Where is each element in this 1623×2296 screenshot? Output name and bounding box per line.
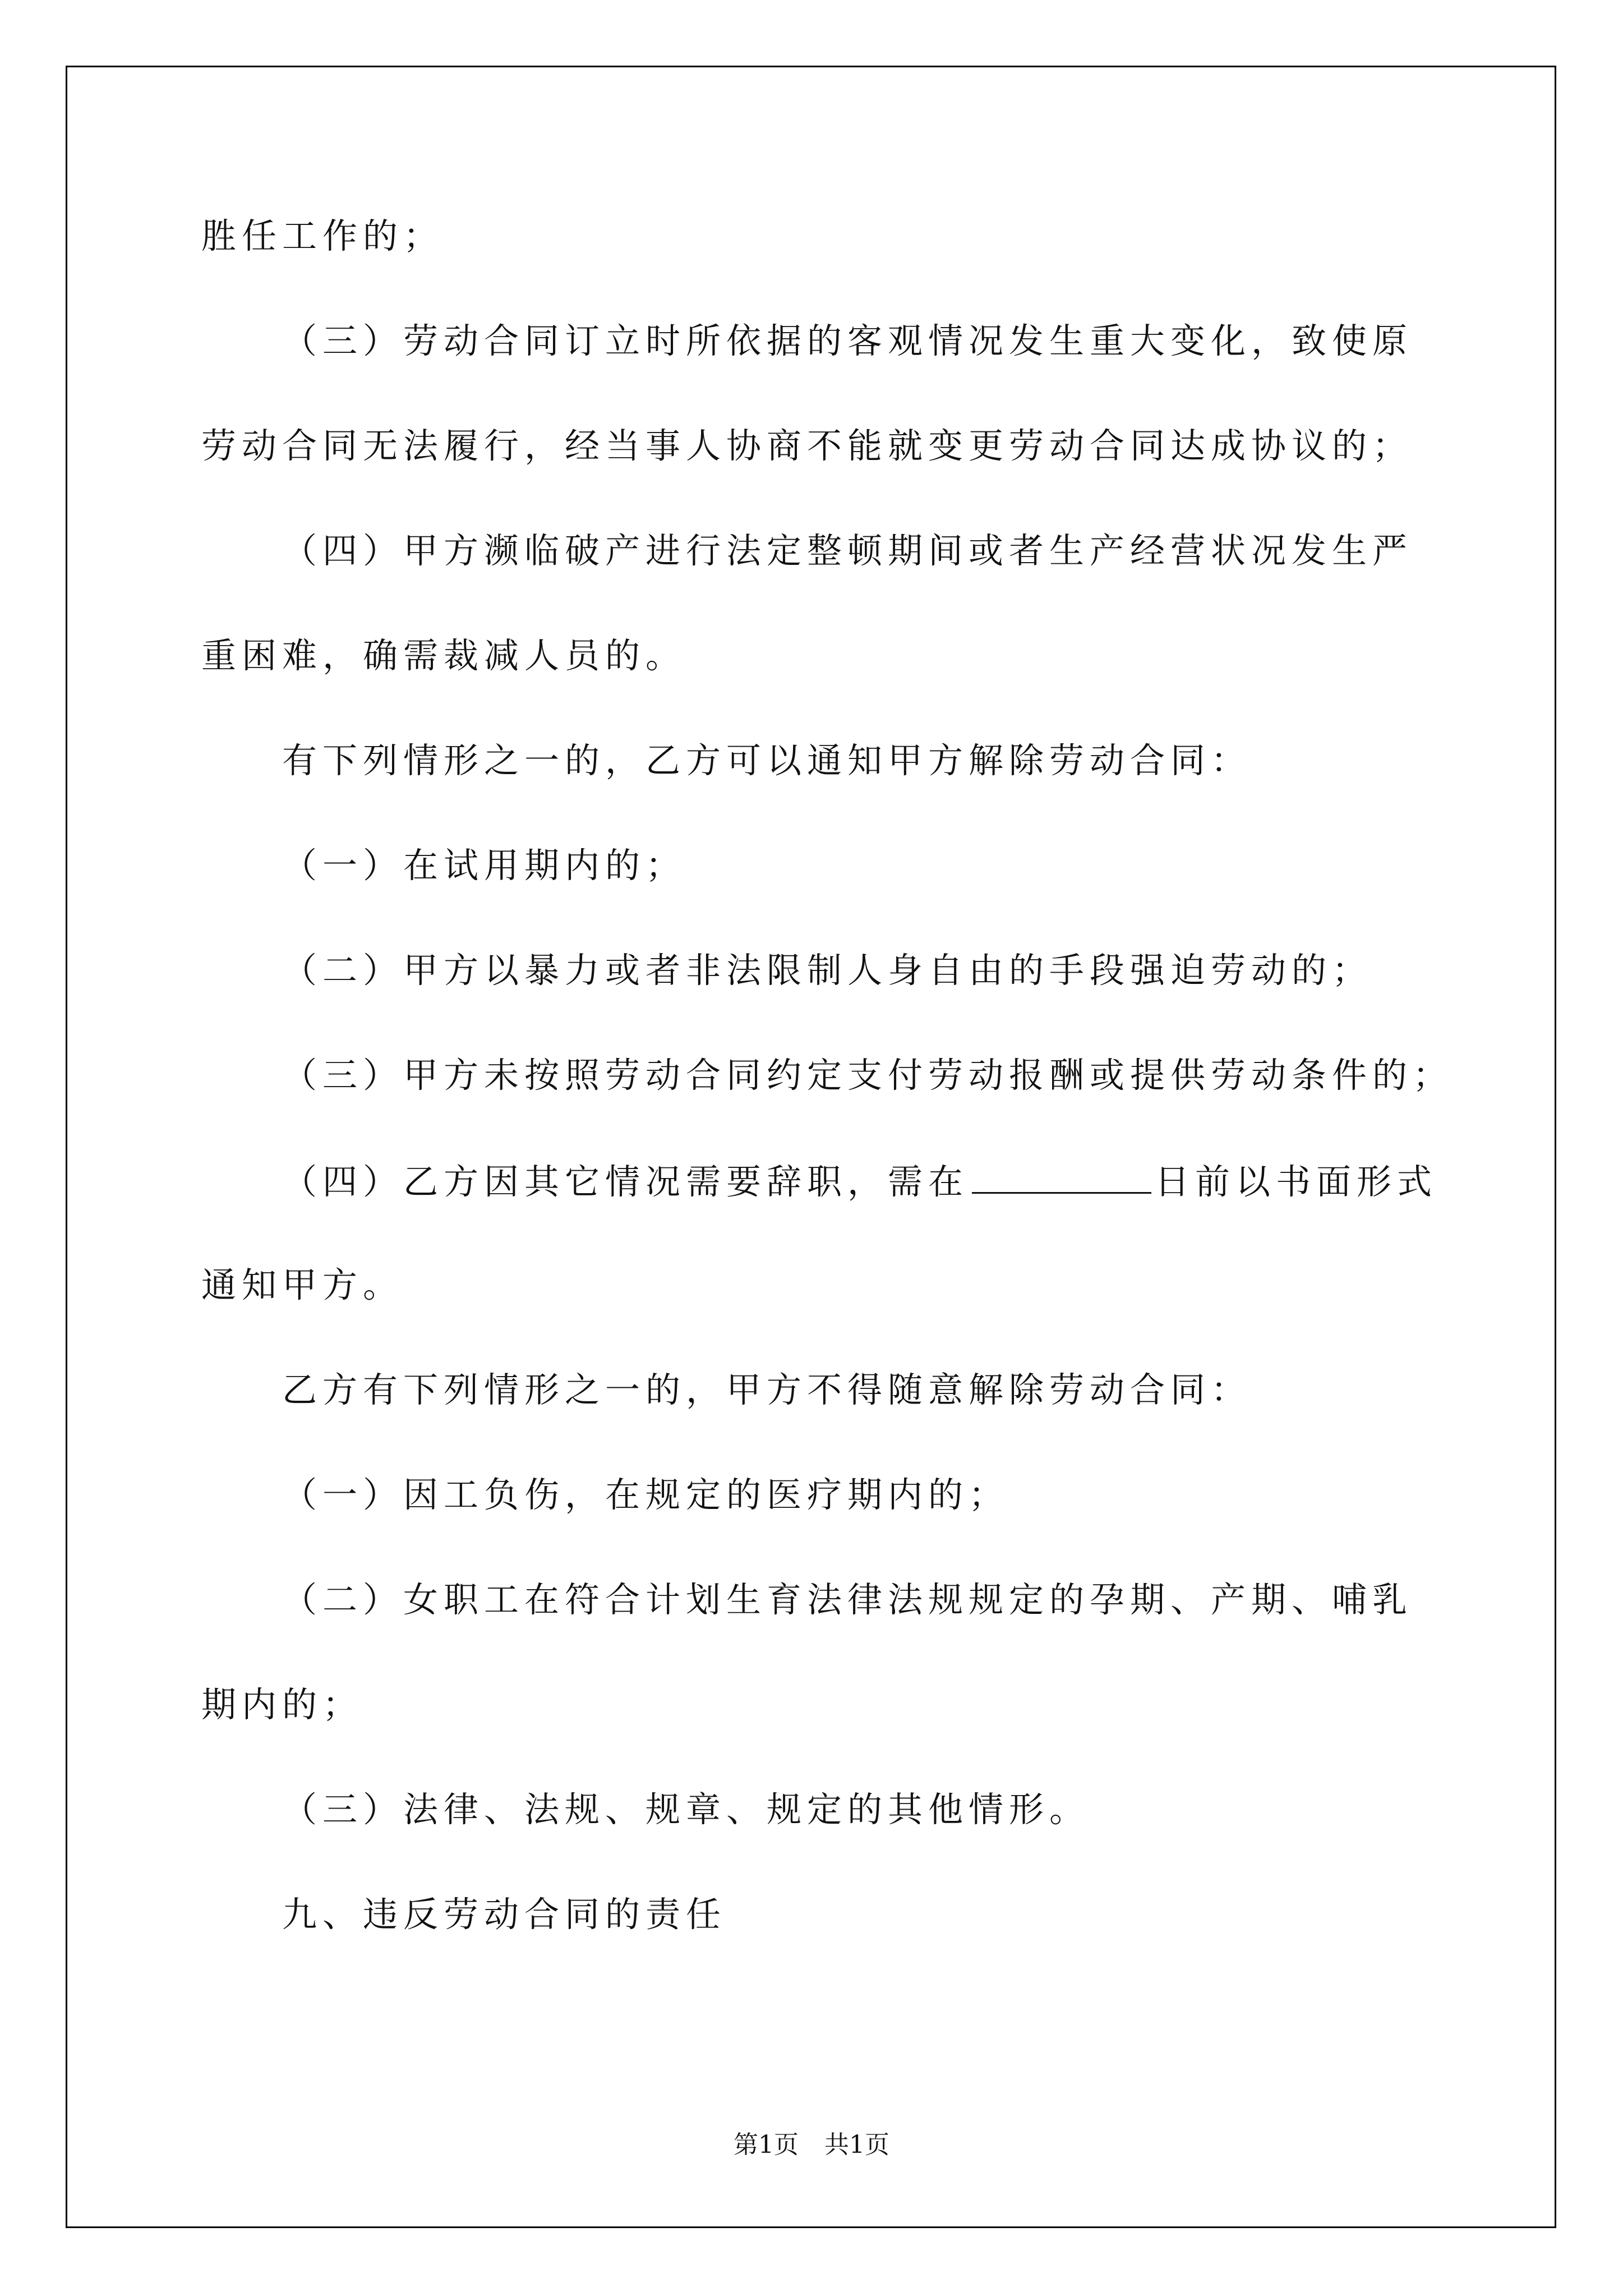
page-number-total: 共1页 bbox=[824, 2131, 889, 2159]
section-heading: 九、违反劳动合同的责任 bbox=[282, 1894, 727, 1935]
text-line: （一）在试用期内的； bbox=[282, 845, 686, 886]
text-line: 劳动合同无法履行，经当事人协商不能就变更劳动合同达成协议的； bbox=[201, 425, 1413, 466]
text-line: 有下列情形之一的，乙方可以通知甲方解除劳动合同： bbox=[282, 740, 1252, 781]
text-line: 期内的； bbox=[201, 1684, 363, 1725]
page-footer bbox=[0, 2133, 1623, 2157]
fill-in-blank bbox=[972, 1163, 1151, 1194]
text-line: （四）甲方濒临破产进行法定整顿期间或者生产经营状况发生严 bbox=[282, 530, 1413, 571]
text-line: 胜任工作的； bbox=[201, 215, 444, 256]
text-line: 重困难，确需裁减人员的。 bbox=[201, 635, 686, 676]
text-before-blank: （四）乙方因其它情况需要辞职，需在 bbox=[282, 1161, 969, 1202]
text-line: （二）女职工在符合计划生育法律法规规定的孕期、产期、哺乳 bbox=[282, 1579, 1413, 1620]
text-line: 通知甲方。 bbox=[201, 1264, 404, 1305]
text-line: （三）劳动合同订立时所依据的客观情况发生重大变化，致使原 bbox=[282, 320, 1413, 361]
text-line: （三）甲方未按照劳动合同约定支付劳动报酬或提供劳动条件的； bbox=[282, 1055, 1454, 1096]
text-line: 乙方有下列情形之一的，甲方不得随意解除劳动合同： bbox=[282, 1369, 1252, 1410]
page-number-current: 第1页 bbox=[734, 2131, 799, 2159]
text-after-blank: 日前以书面形式 bbox=[1155, 1161, 1438, 1202]
text-line: （二）甲方以暴力或者非法限制人身自由的手段强迫劳动的； bbox=[282, 950, 1373, 991]
text-line: （三）法律、法规、规章、规定的其他情形。 bbox=[282, 1789, 1090, 1830]
text-line-with-blank bbox=[201, 1161, 1438, 1202]
text-line: （一）因工负伤，在规定的医疗期内的； bbox=[282, 1474, 1009, 1515]
